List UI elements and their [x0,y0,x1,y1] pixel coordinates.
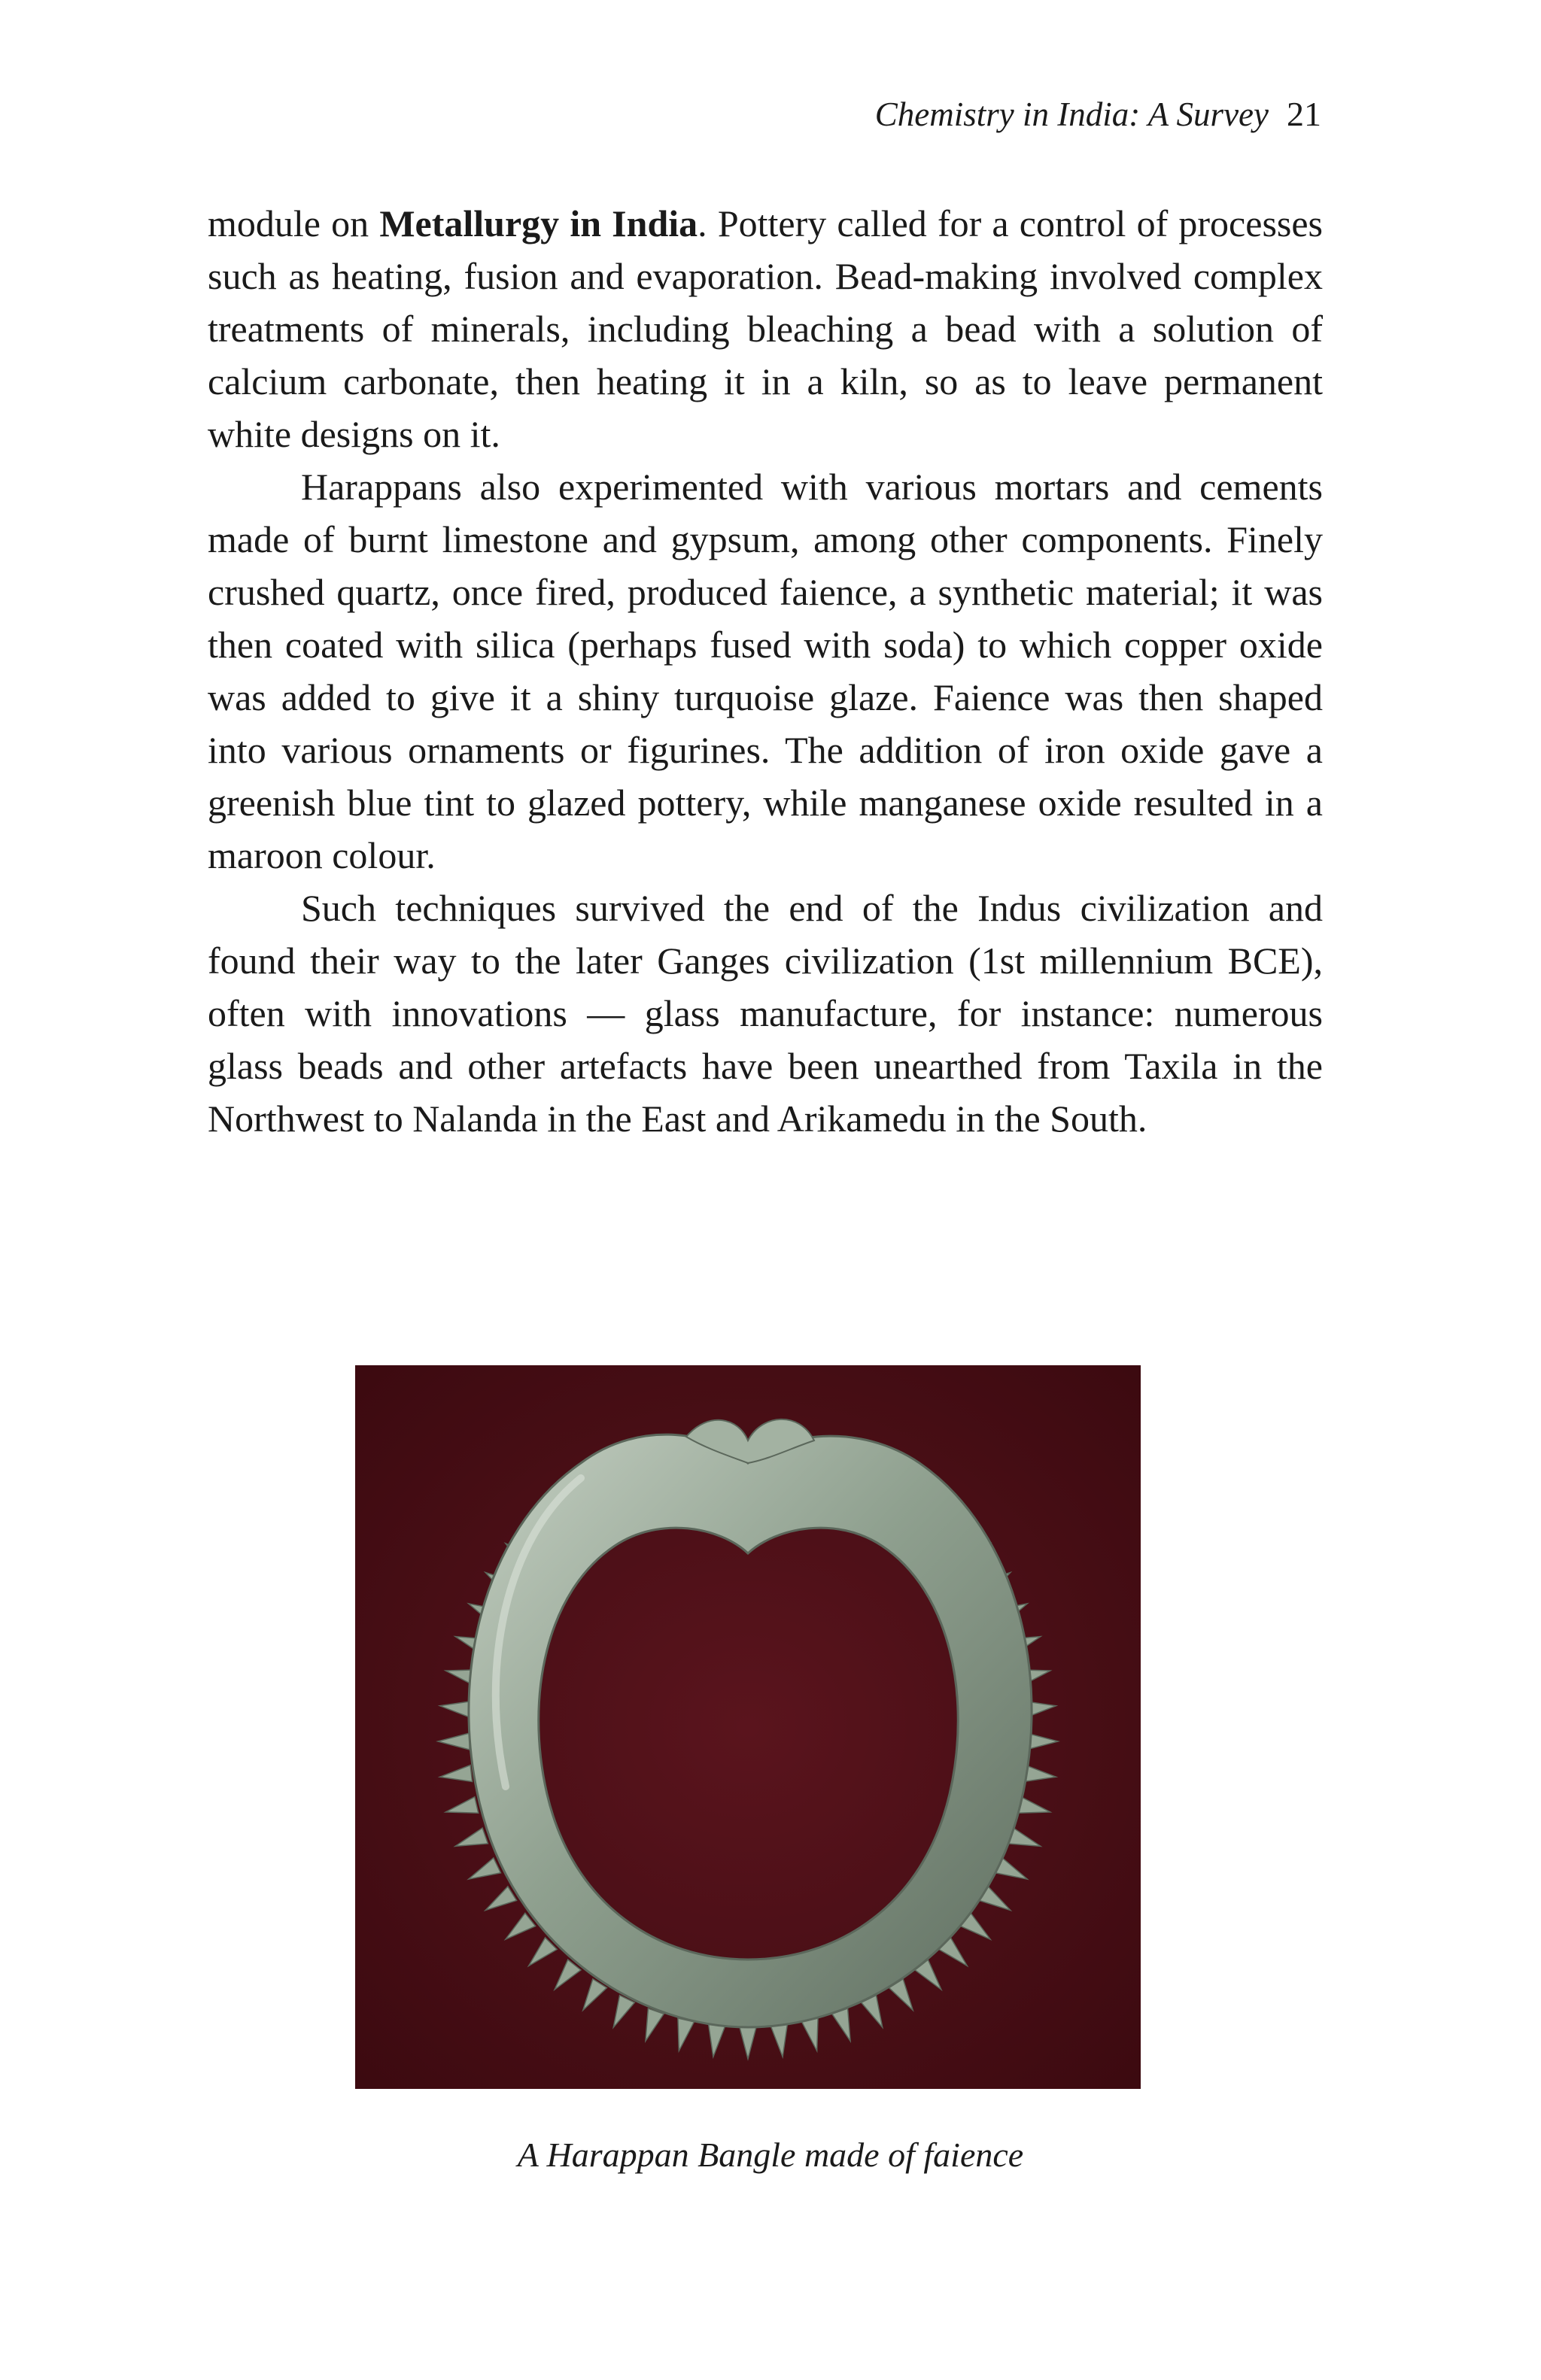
bangle-illustration [355,1365,1141,2089]
running-head-title: Chemistry in India: A Survey [874,96,1269,133]
bangle-photo [355,1365,1141,2089]
figure-caption: A Harappan Bangle made of faience [517,2136,1024,2174]
paragraph-1-lead: module on [208,202,380,244]
paragraph-1 [208,197,1323,460]
paragraph-1-rest: . Pottery called for a control of processes such as heating, fusion and evaporation. Bead-making involved complex treatments of minerals, including bleaching a bead with a solution of calcium carbonate, then heating it in a kiln, so as to leave permanent white designs on it. [208,202,1324,455]
paragraph-2: Harappans also experimented with various mortars and cements made of burnt limestone and gypsum, among other components. Finely crushed quartz, once fired, produced faience, a synthetic material; it was then coated with silica (perhaps fused with soda) to which copper oxide was added to give it a shiny turquoise glaze. Faience was then shaped into various ornaments or figurines. The addition of iron oxide gave a greenish blue tint to glazed pottery, while manganese oxide resulted in a maroon colour. [208,466,1323,876]
running-head [875,92,1321,137]
metallurgy-reference: Metallurgy in India [379,202,698,244]
page-number: 21 [1287,95,1321,133]
body-text [208,197,1323,1145]
paragraph-3: Such techniques survived the end of the Indus civilization and found their way to the later Ganges civilization (1st millennium BCE), often with innovations — glass manufacture, for instance: numerous glass beads and other artefacts have been unearthed from Taxila in the Northwest to Nalanda in the East and Arikamedu in the South. [208,887,1323,1140]
